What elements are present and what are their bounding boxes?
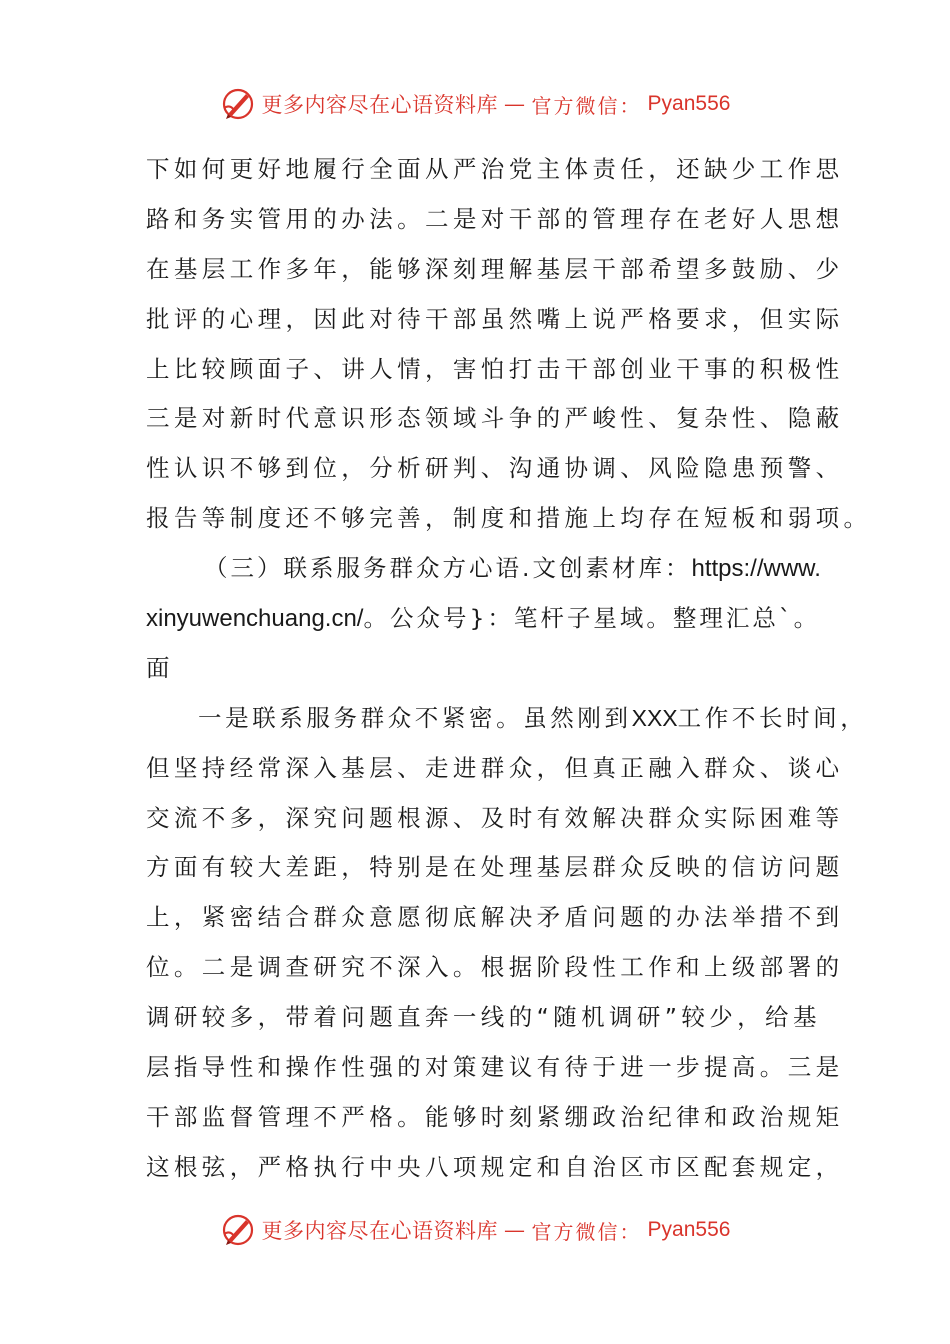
para2-before: 一是联系服务群众不紧密。虽然刚到 — [198, 703, 632, 732]
body-line: 报告等制度还不够完善，制度和措施上均存在短板和弱项。 — [146, 504, 872, 533]
watermark-text: 更多内容尽在心语资料库 — [261, 1219, 499, 1243]
watermark-id: Pyan556 — [647, 1218, 731, 1241]
section-heading — [146, 544, 821, 594]
body-line: 上比较顾面子、讲人情，害怕打击干部创业干事的积极性 — [146, 354, 844, 383]
watermark-dash: — — [504, 1218, 526, 1242]
source-url-part1[interactable]: https://www. — [691, 555, 821, 583]
body-line: 三是对新时代意识形态领域斗争的严峻性、复杂性、隐蔽 — [146, 404, 844, 433]
section-heading-suffix: 。公众号}：笔杆子星域。整理汇总`。 — [363, 604, 821, 633]
body-line: 批评的心理，因此对待干部虽然嘴上说严格要求，但实际 — [146, 304, 844, 333]
watermark-id: Pyan556 — [647, 92, 731, 115]
para2-first-line — [146, 694, 868, 744]
body-line: 路和务实管用的办法。二是对干部的管理存在老好人思想 — [146, 204, 844, 233]
source-url-part2[interactable]: xinyuwenchuang.cn/ — [146, 605, 364, 633]
footer-watermark — [0, 1210, 950, 1250]
section-heading-cont — [146, 594, 821, 644]
pen-logo-icon — [220, 86, 256, 122]
watermark-dash: — — [504, 92, 526, 116]
body-line: 交流不多，深究问题根源、及时有效解决群众实际困难等 — [146, 803, 844, 832]
watermark-sub: 官方微信： — [531, 1219, 642, 1244]
header-watermark — [0, 84, 950, 124]
para2-after: 工作不长时间， — [677, 703, 868, 732]
document-body — [146, 145, 872, 1193]
body-line: 在基层工作多年，能够深刻理解基层干部希望多鼓励、少 — [146, 254, 844, 283]
section-heading-tail: 面 — [146, 653, 174, 682]
body-line: 调研较多，带着问题直奔一线的“随机调研”较少，给基 — [146, 1003, 821, 1032]
body-line: 上，紧密结合群众意愿彻底解决矛盾问题的办法举措不到 — [146, 903, 844, 932]
body-line: 方面有较大差距，特别是在处理基层群众反映的信访问题 — [146, 853, 844, 882]
watermark-sub: 官方微信： — [531, 93, 642, 118]
para2-code: XXX — [631, 704, 678, 731]
body-line: 性认识不够到位，分析研判、沟通协调、风险隐患预警、 — [146, 454, 844, 483]
body-line: 干部监督管理不严格。能够时刻紧绷政治纪律和政治规矩 — [146, 1102, 844, 1131]
body-line: 下如何更好地履行全面从严治党主体责任，还缺少工作思 — [146, 155, 844, 183]
body-line: 这根弦，严格执行中央八项规定和自治区市区配套规定， — [146, 1152, 844, 1181]
body-line: 层指导性和操作性强的对策建议有待于进一步提高。三是 — [146, 1053, 844, 1082]
section-heading-prefix: （三）联系服务群众方心语.文创素材库： — [204, 554, 692, 583]
body-line: 位。二是调查研究不深入。根据阶段性工作和上级部署的 — [146, 953, 844, 982]
watermark-text: 更多内容尽在心语资料库 — [261, 93, 499, 117]
pen-logo-icon — [220, 1212, 256, 1248]
body-line: 但坚持经常深入基层、走进群众，但真正融入群众、谈心 — [146, 753, 844, 782]
